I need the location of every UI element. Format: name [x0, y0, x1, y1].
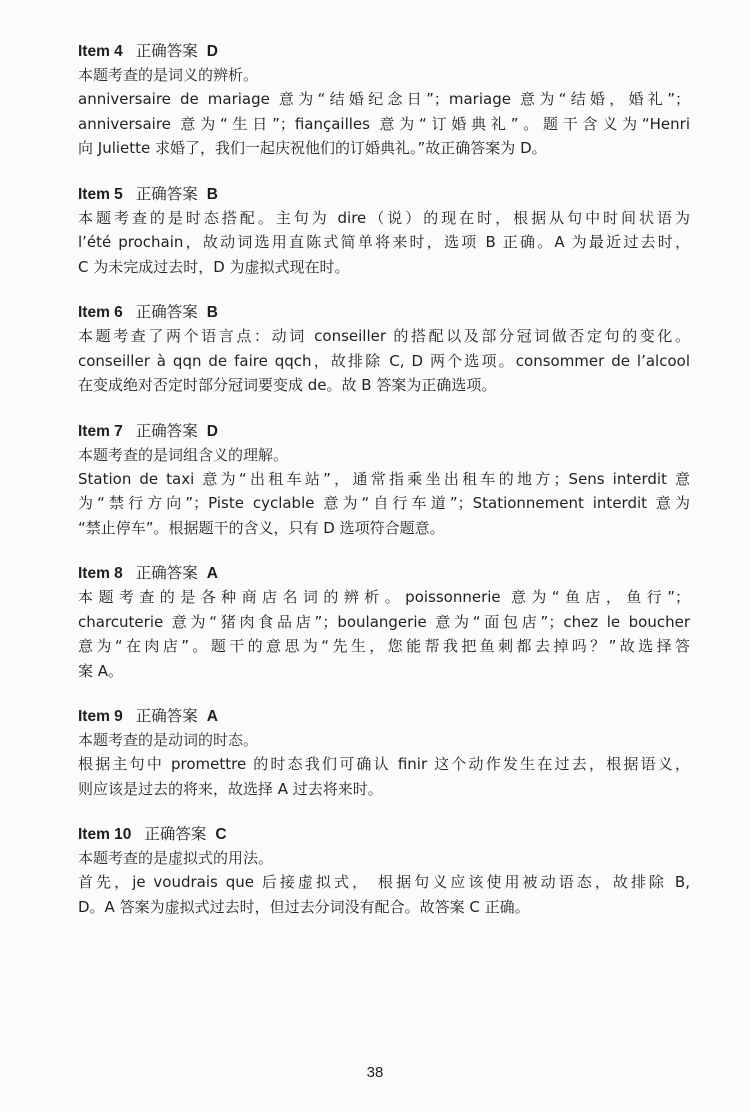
answer-letter: A [206, 565, 218, 582]
answer-label: 正确答案 [135, 303, 198, 321]
answer-letter: B [206, 304, 218, 321]
answer-label: 正确答案 [144, 825, 207, 843]
item-number: Item 6 [78, 304, 123, 321]
explanation-line: 为“禁行方向”；Piste cyclable 意为“自行车道”；Stationnement interdit 意为 [78, 494, 690, 512]
explanation-line: 在变成绝对否定时部分冠词要变成 de。故 B 答案为正确选项。 [78, 376, 497, 394]
answer-explanations [78, 40, 690, 941]
explanation-line: anniversaire 意为“生日”；fiançailles 意为“订婚典礼”。题干含义为“Henri [78, 114, 690, 133]
explanation-line: C 为未完成过去时，D 为虚拟式现在时。 [78, 257, 350, 276]
item-6-explanation [78, 301, 690, 398]
answer-letter: B [206, 185, 218, 203]
explanation-line: Station de taxi 意为“出租车站”，通常指乘坐出租车的地方；Sens interdit 意 [78, 469, 690, 488]
answer-letter: C [215, 826, 227, 843]
item-topic: 本题考查的是词义的辨析。 [78, 66, 259, 84]
explanation-line: 案 A。 [78, 661, 124, 680]
item-number: Item 7 [78, 422, 123, 440]
item-7-explanation [78, 420, 690, 541]
item-heading [78, 183, 690, 206]
item-heading [78, 40, 690, 63]
item-topic: 本题考查的是时态搭配。主句为 dire（说）的现在时，根据从句中时间状语为 [78, 208, 690, 227]
item-topic: 本题考查的是动词的时态。 [78, 731, 259, 749]
explanation-line: 首先，je voudrais que 后接虚拟式， 根据句义应该使用被动语态，故排除 B, [78, 873, 690, 891]
answer-label: 正确答案 [135, 42, 198, 60]
explanation-line: D。A 答案为虚拟式过去时，但过去分词没有配合。故答案 C 正确。 [78, 897, 530, 916]
item-9-explanation [78, 705, 690, 801]
item-topic: 本题考查的是词组含义的理解。 [78, 445, 289, 464]
answer-label: 正确答案 [135, 564, 198, 582]
item-heading [78, 823, 690, 846]
explanation-line: anniversaire de mariage 意为“结婚纪念日”；mariage 意为“结婚，婚礼”； [78, 90, 690, 108]
explanation-line: 意为“在肉店”。题干的意思为“先生，您能帮我把鱼刺都去掉吗？”故选择答 [78, 637, 690, 655]
explanation-line: “禁止停车”。根据题干的含义，只有 D 选项符合题意。 [78, 518, 445, 537]
item-number: Item 8 [78, 565, 123, 582]
answer-label: 正确答案 [135, 707, 198, 725]
answer-letter: A [206, 708, 218, 725]
item-number: Item 5 [78, 185, 123, 203]
item-number: Item 9 [78, 708, 123, 725]
item-5-explanation [78, 183, 690, 280]
item-10-explanation [78, 823, 690, 919]
explanation-line: 则应该是过去的将来，故选择 A 过去将来时。 [78, 779, 383, 798]
item-topic: 本题考查了两个语言点：动词 conseiller 的搭配以及部分冠词做否定句的变化。 [78, 327, 690, 345]
explanation-line: 向 Juliette 求婚了，我们一起庆祝他们的订婚典礼。”故正确答案为 D。 [78, 139, 547, 157]
item-number: Item 10 [78, 826, 132, 843]
item-4-explanation [78, 40, 690, 161]
explanation-line: conseiller à qqn de faire qqch，故排除 C, D 两个选项。consommer de l’alcool [78, 351, 690, 370]
explanation-line: l’été prochain，故动词选用直陈式简单将来时，选项 B 正确。A 为最近过去时， [78, 233, 690, 251]
item-8-explanation [78, 562, 690, 683]
answer-label: 正确答案 [135, 421, 198, 440]
item-heading [78, 705, 690, 728]
item-topic: 本题考查的是各种商店名词的辨析。poissonnerie 意为“鱼店，鱼行”； [78, 588, 690, 606]
explanation-line: 根据主句中 promettre 的时态我们可确认 finir 这个动作发生在过去，根据语义， [78, 755, 690, 773]
page-number: 38 [366, 1064, 384, 1081]
item-heading [78, 301, 690, 324]
item-number: Item 4 [78, 43, 123, 60]
answer-letter: D [206, 43, 218, 60]
explanation-line: charcuterie 意为“猪肉食品店”；boulangerie 意为“面包店”；chez le boucher [78, 612, 690, 631]
item-heading [78, 562, 690, 585]
answer-label: 正确答案 [135, 184, 198, 203]
answer-letter: D [206, 422, 218, 440]
item-heading [78, 420, 690, 443]
item-topic: 本题考查的是虚拟式的用法。 [78, 849, 274, 867]
